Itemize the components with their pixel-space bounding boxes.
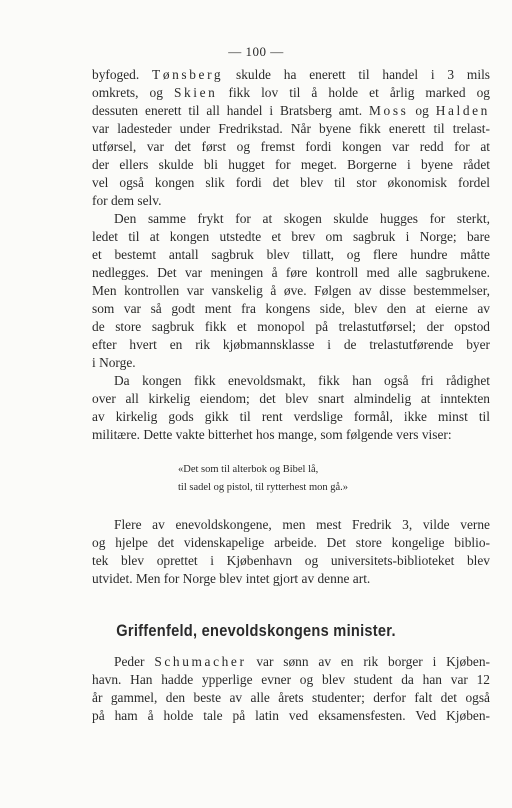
verse-quote (178, 461, 478, 497)
text-line: utvidet. Men for Norge blev intet gjort av denne art. (92, 571, 371, 586)
text-line (92, 84, 490, 102)
emphasized-name: Tønsberg (152, 67, 224, 82)
text-run: skulde ha enerett til handel i 3 mils (223, 67, 490, 82)
text-run: fikk lov til å holde et årlig marked og (217, 85, 490, 100)
text-run: Peder (114, 654, 155, 669)
verse-line: «Det som til alterbok og Bibel lå, (178, 464, 319, 475)
text-run: og (408, 103, 436, 118)
text-line: der ellers skulde bli hugget for meget. Borgerne i byene rådet (92, 157, 490, 172)
text-line: år gammel, den beste av alle årets studenter; derfor falt det også (92, 690, 490, 705)
page-number: — 100 — (228, 44, 284, 59)
text-line: Flere av enevoldskongene, men mest Fredrik 3, vilde verne (114, 517, 490, 532)
text-line: over all kirkelig eiendom; det blev snart almindelig at inntekten (92, 391, 490, 406)
text-line: havn. Han hadde ypperlige evner og blev student da han var 12 (92, 672, 490, 687)
text-line: nedlegges. Det var meningen å føre kontroll med alle sagbrukene. (92, 265, 490, 280)
text-line: Den samme frykt for at skogen skulde hugges for sterkt, (114, 211, 490, 226)
text-line (92, 66, 490, 84)
text-run: byfoged. (92, 67, 153, 82)
paragraph-4 (92, 516, 490, 588)
text-line: vel også kongen slik fordi det blev til stor økonomisk fordel (92, 175, 490, 190)
text-line: for dem selv. (92, 193, 162, 208)
text-line: Men kontrollen var vanskelig å øve. Følgen av disse bestemmelser, (92, 283, 490, 298)
text-run: dessuten enerett til all handel i Bratsberg amt. (92, 103, 363, 118)
paragraph-2 (92, 210, 490, 372)
text-line (92, 653, 490, 671)
emphasized-name: Schumacher (154, 654, 247, 669)
emphasized-name: Halden (435, 103, 490, 118)
text-line: av kirkelig gods gikk til rent verdslige formål, ikke minst til (92, 409, 490, 424)
text-line (92, 102, 490, 120)
text-line: militære. Dette vakte bitterhet hos mange, som følgende vers viser: (92, 427, 452, 442)
text-run: var sønn av en rik borger i Kjøben- (246, 654, 490, 669)
text-line: utførsel, var det først og fremst fordi kongen var redd for at (92, 139, 490, 154)
text-line: efter hvert en rik kjøbmannsklasse i de trelastutførende byer (92, 337, 490, 352)
text-run: omkrets, og (92, 85, 174, 100)
text-line: tek blev oprettet i Kjøbenhavn og universitets-biblioteket blev (92, 553, 490, 568)
text-line: Da kongen fikk enevoldsmakt, fikk han også fri rådighet (114, 373, 490, 388)
text-line: og hjelpe det videnskapelige arbeide. Det store kongelige biblio- (92, 535, 490, 550)
text-line: som var så godt ment fra kongens side, blev den at eierne av (92, 301, 490, 316)
emphasized-name: Skien (173, 85, 218, 100)
text-line: i Norge. (92, 355, 136, 370)
text-line: et bestemt antall sagbruk blev tillatt, og flere hundre måtte (92, 247, 490, 262)
paragraph-5 (92, 653, 490, 725)
text-line: ledet til at kongen utstedte et brev om sagbruk i Norge; bare (92, 229, 490, 244)
text-line: de store sagbruk fikk et monopol på trelastutførsel; der opstod (92, 319, 490, 334)
verse-line: til sadel og pistol, til rytterhest mon gå.» (178, 482, 349, 493)
paragraph-1 (92, 66, 490, 210)
paragraph-3 (92, 372, 490, 444)
text-line: var ladesteder under Fredrikstad. Når byene fikk enerett til trelast- (92, 121, 490, 136)
section-heading: Griffenfeld, enevoldskongens minister. (116, 621, 396, 640)
emphasized-name: Moss (369, 103, 409, 118)
text-line: på ham å holde tale på latin ved eksamensfesten. Ved Kjøben- (92, 708, 490, 723)
